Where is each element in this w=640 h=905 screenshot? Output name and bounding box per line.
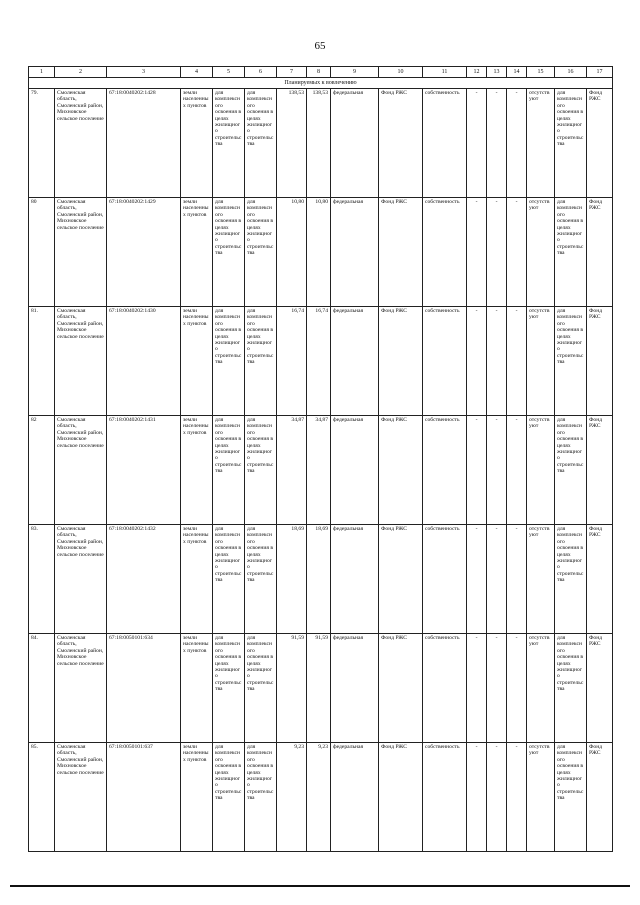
table-row	[29, 525, 613, 634]
permitted-use-cell: для комплексного освоения в целях жилищного строительства	[213, 89, 245, 198]
cadastral-number-cell: 67:18:0040202:1428	[107, 89, 181, 198]
right-holder-cell: Фонд РЖС	[379, 634, 423, 743]
area-cell: 91,59	[307, 634, 331, 743]
table-row	[29, 416, 613, 525]
encumbrance-cell: -	[507, 743, 527, 852]
encumbrance-cell: -	[487, 416, 507, 525]
row-number: 83.	[29, 525, 55, 634]
permitted-use-cell: для комплексного освоения в целях жилищного строительства	[245, 416, 277, 525]
encumbrance-cell: -	[487, 198, 507, 307]
restrictions-cell: отсутствуют	[527, 416, 555, 525]
encumbrance-cell: -	[507, 416, 527, 525]
encumbrance-cell: -	[467, 743, 487, 852]
right-holder-cell: Фонд РЖС	[379, 307, 423, 416]
cadastral-number-cell: 67:18:0040202:1429	[107, 198, 181, 307]
right-type-cell: собственность	[423, 307, 467, 416]
encumbrance-cell: -	[507, 307, 527, 416]
land-category-cell: земли населенных пунктов	[181, 416, 213, 525]
encumbrance-cell: -	[507, 198, 527, 307]
area-cell: 9,23	[277, 743, 307, 852]
land-parcel-table	[28, 66, 613, 852]
permitted-use-cell: для комплексного освоения в целях жилищного строительства	[245, 307, 277, 416]
encumbrance-cell: -	[467, 89, 487, 198]
column-number-cell: 1	[29, 67, 55, 78]
ownership-form-cell: федеральная	[331, 634, 379, 743]
planned-holder-cell: Фонд РЖС	[587, 743, 613, 852]
planned-holder-cell: Фонд РЖС	[587, 89, 613, 198]
encumbrance-cell: -	[467, 525, 487, 634]
area-cell: 16,74	[307, 307, 331, 416]
table-row	[29, 743, 613, 852]
permitted-use-cell: для комплексного освоения в целях жилищного строительства	[245, 89, 277, 198]
ownership-form-cell: федеральная	[331, 89, 379, 198]
ownership-form-cell: федеральная	[331, 198, 379, 307]
column-number-cell: 5	[213, 67, 245, 78]
land-category-cell: земли населенных пунктов	[181, 198, 213, 307]
area-cell: 138,53	[307, 89, 331, 198]
planned-use-cell: для комплексного освоения в целях жилищного строительства	[555, 89, 587, 198]
section-header-row	[29, 78, 613, 89]
area-cell: 16,74	[277, 307, 307, 416]
row-number: 85.	[29, 743, 55, 852]
column-number-cell: 12	[467, 67, 487, 78]
page-number: 65	[314, 40, 326, 52]
area-cell: 9,23	[307, 743, 331, 852]
encumbrance-cell: -	[487, 525, 507, 634]
area-cell: 34,87	[307, 416, 331, 525]
permitted-use-cell: для комплексного освоения в целях жилищного строительства	[213, 198, 245, 307]
row-number: 84.	[29, 634, 55, 743]
restrictions-cell: отсутствуют	[527, 198, 555, 307]
cadastral-number-cell: 67:18:0040202:1432	[107, 525, 181, 634]
area-cell: 91,59	[277, 634, 307, 743]
location-cell: Смоленская область, Смоленский район, Михновское сельское поселение	[55, 416, 107, 525]
planned-holder-cell: Фонд РЖС	[587, 307, 613, 416]
right-type-cell: собственность	[423, 525, 467, 634]
column-number-cell: 11	[423, 67, 467, 78]
permitted-use-cell: для комплексного освоения в целях жилищного строительства	[213, 743, 245, 852]
encumbrance-cell: -	[467, 198, 487, 307]
bottom-rule	[10, 885, 630, 887]
area-cell: 138,53	[277, 89, 307, 198]
planned-holder-cell: Фонд РЖС	[587, 416, 613, 525]
planned-use-cell: для комплексного освоения в целях жилищного строительства	[555, 307, 587, 416]
column-number-cell: 10	[379, 67, 423, 78]
permitted-use-cell: для комплексного освоения в целях жилищного строительства	[213, 416, 245, 525]
encumbrance-cell: -	[507, 634, 527, 743]
land-category-cell: земли населенных пунктов	[181, 307, 213, 416]
right-type-cell: собственность	[423, 634, 467, 743]
restrictions-cell: отсутствуют	[527, 89, 555, 198]
cadastral-number-cell: 67:18:0050101:637	[107, 743, 181, 852]
column-number-cell: 17	[587, 67, 613, 78]
column-number-cell: 3	[107, 67, 181, 78]
permitted-use-cell: для комплексного освоения в целях жилищного строительства	[245, 525, 277, 634]
encumbrance-cell: -	[487, 89, 507, 198]
row-number: 82	[29, 416, 55, 525]
encumbrance-cell: -	[487, 634, 507, 743]
area-cell: 34,87	[277, 416, 307, 525]
location-cell: Смоленская область, Смоленский район, Михновское сельское поселение	[55, 743, 107, 852]
planned-use-cell: для комплексного освоения в целях жилищного строительства	[555, 416, 587, 525]
table-row	[29, 634, 613, 743]
planned-use-cell: для комплексного освоения в целях жилищного строительства	[555, 198, 587, 307]
column-number-cell: 8	[307, 67, 331, 78]
permitted-use-cell: для комплексного освоения в целях жилищного строительства	[213, 307, 245, 416]
area-cell: 10,80	[307, 198, 331, 307]
ownership-form-cell: федеральная	[331, 307, 379, 416]
column-number-cell: 6	[245, 67, 277, 78]
ownership-form-cell: федеральная	[331, 743, 379, 852]
encumbrance-cell: -	[507, 525, 527, 634]
permitted-use-cell: для комплексного освоения в целях жилищного строительства	[213, 634, 245, 743]
table-row	[29, 198, 613, 307]
column-number-cell: 4	[181, 67, 213, 78]
encumbrance-cell: -	[467, 307, 487, 416]
restrictions-cell: отсутствуют	[527, 525, 555, 634]
column-number-cell: 15	[527, 67, 555, 78]
cadastral-number-cell: 67:18:0040202:1430	[107, 307, 181, 416]
column-number-cell: 9	[331, 67, 379, 78]
table-row	[29, 89, 613, 198]
right-type-cell: собственность	[423, 89, 467, 198]
restrictions-cell: отсутствуют	[527, 634, 555, 743]
location-cell: Смоленская область, Смоленский район, Михновское сельское поселение	[55, 525, 107, 634]
column-number-cell: 2	[55, 67, 107, 78]
permitted-use-cell: для комплексного освоения в целях жилищного строительства	[245, 743, 277, 852]
column-number-header-row	[29, 67, 613, 78]
planned-holder-cell: Фонд РЖС	[587, 525, 613, 634]
encumbrance-cell: -	[487, 743, 507, 852]
column-number-cell: 14	[507, 67, 527, 78]
location-cell: Смоленская область, Смоленский район, Михновское сельское поселение	[55, 89, 107, 198]
column-number-cell: 7	[277, 67, 307, 78]
column-number-cell: 13	[487, 67, 507, 78]
ownership-form-cell: федеральная	[331, 416, 379, 525]
permitted-use-cell: для комплексного освоения в целях жилищного строительства	[245, 634, 277, 743]
planned-use-cell: для комплексного освоения в целях жилищного строительства	[555, 743, 587, 852]
right-holder-cell: Фонд РЖС	[379, 416, 423, 525]
right-holder-cell: Фонд РЖС	[379, 525, 423, 634]
location-cell: Смоленская область, Смоленский район, Михновское сельское поселение	[55, 307, 107, 416]
cadastral-number-cell: 67:18:0050101:634	[107, 634, 181, 743]
land-category-cell: земли населенных пунктов	[181, 634, 213, 743]
planned-use-cell: для комплексного освоения в целях жилищного строительства	[555, 525, 587, 634]
area-cell: 18,69	[277, 525, 307, 634]
area-cell: 18,69	[307, 525, 331, 634]
cadastral-number-cell: 67:18:0040202:1431	[107, 416, 181, 525]
area-cell: 10,80	[277, 198, 307, 307]
section-label: Планируемых к вовлечению	[29, 78, 613, 89]
location-cell: Смоленская область, Смоленский район, Михновское сельское поселение	[55, 198, 107, 307]
planned-holder-cell: Фонд РЖС	[587, 634, 613, 743]
encumbrance-cell: -	[467, 634, 487, 743]
right-type-cell: собственность	[423, 416, 467, 525]
planned-holder-cell: Фонд РЖС	[587, 198, 613, 307]
column-number-cell: 16	[555, 67, 587, 78]
encumbrance-cell: -	[467, 416, 487, 525]
permitted-use-cell: для комплексного освоения в целях жилищного строительства	[213, 525, 245, 634]
land-category-cell: земли населенных пунктов	[181, 89, 213, 198]
land-category-cell: земли населенных пунктов	[181, 743, 213, 852]
table-row	[29, 307, 613, 416]
planned-use-cell: для комплексного освоения в целях жилищного строительства	[555, 634, 587, 743]
right-holder-cell: Фонд РЖС	[379, 743, 423, 852]
right-type-cell: собственность	[423, 198, 467, 307]
encumbrance-cell: -	[487, 307, 507, 416]
row-number: 79.	[29, 89, 55, 198]
ownership-form-cell: федеральная	[331, 525, 379, 634]
restrictions-cell: отсутствуют	[527, 743, 555, 852]
right-type-cell: собственность	[423, 743, 467, 852]
restrictions-cell: отсутствуют	[527, 307, 555, 416]
row-number: 81.	[29, 307, 55, 416]
right-holder-cell: Фонд РЖС	[379, 198, 423, 307]
location-cell: Смоленская область, Смоленский район, Михновское сельское поселение	[55, 634, 107, 743]
land-category-cell: земли населенных пунктов	[181, 525, 213, 634]
row-number: 80	[29, 198, 55, 307]
encumbrance-cell: -	[507, 89, 527, 198]
right-holder-cell: Фонд РЖС	[379, 89, 423, 198]
permitted-use-cell: для комплексного освоения в целях жилищного строительства	[245, 198, 277, 307]
